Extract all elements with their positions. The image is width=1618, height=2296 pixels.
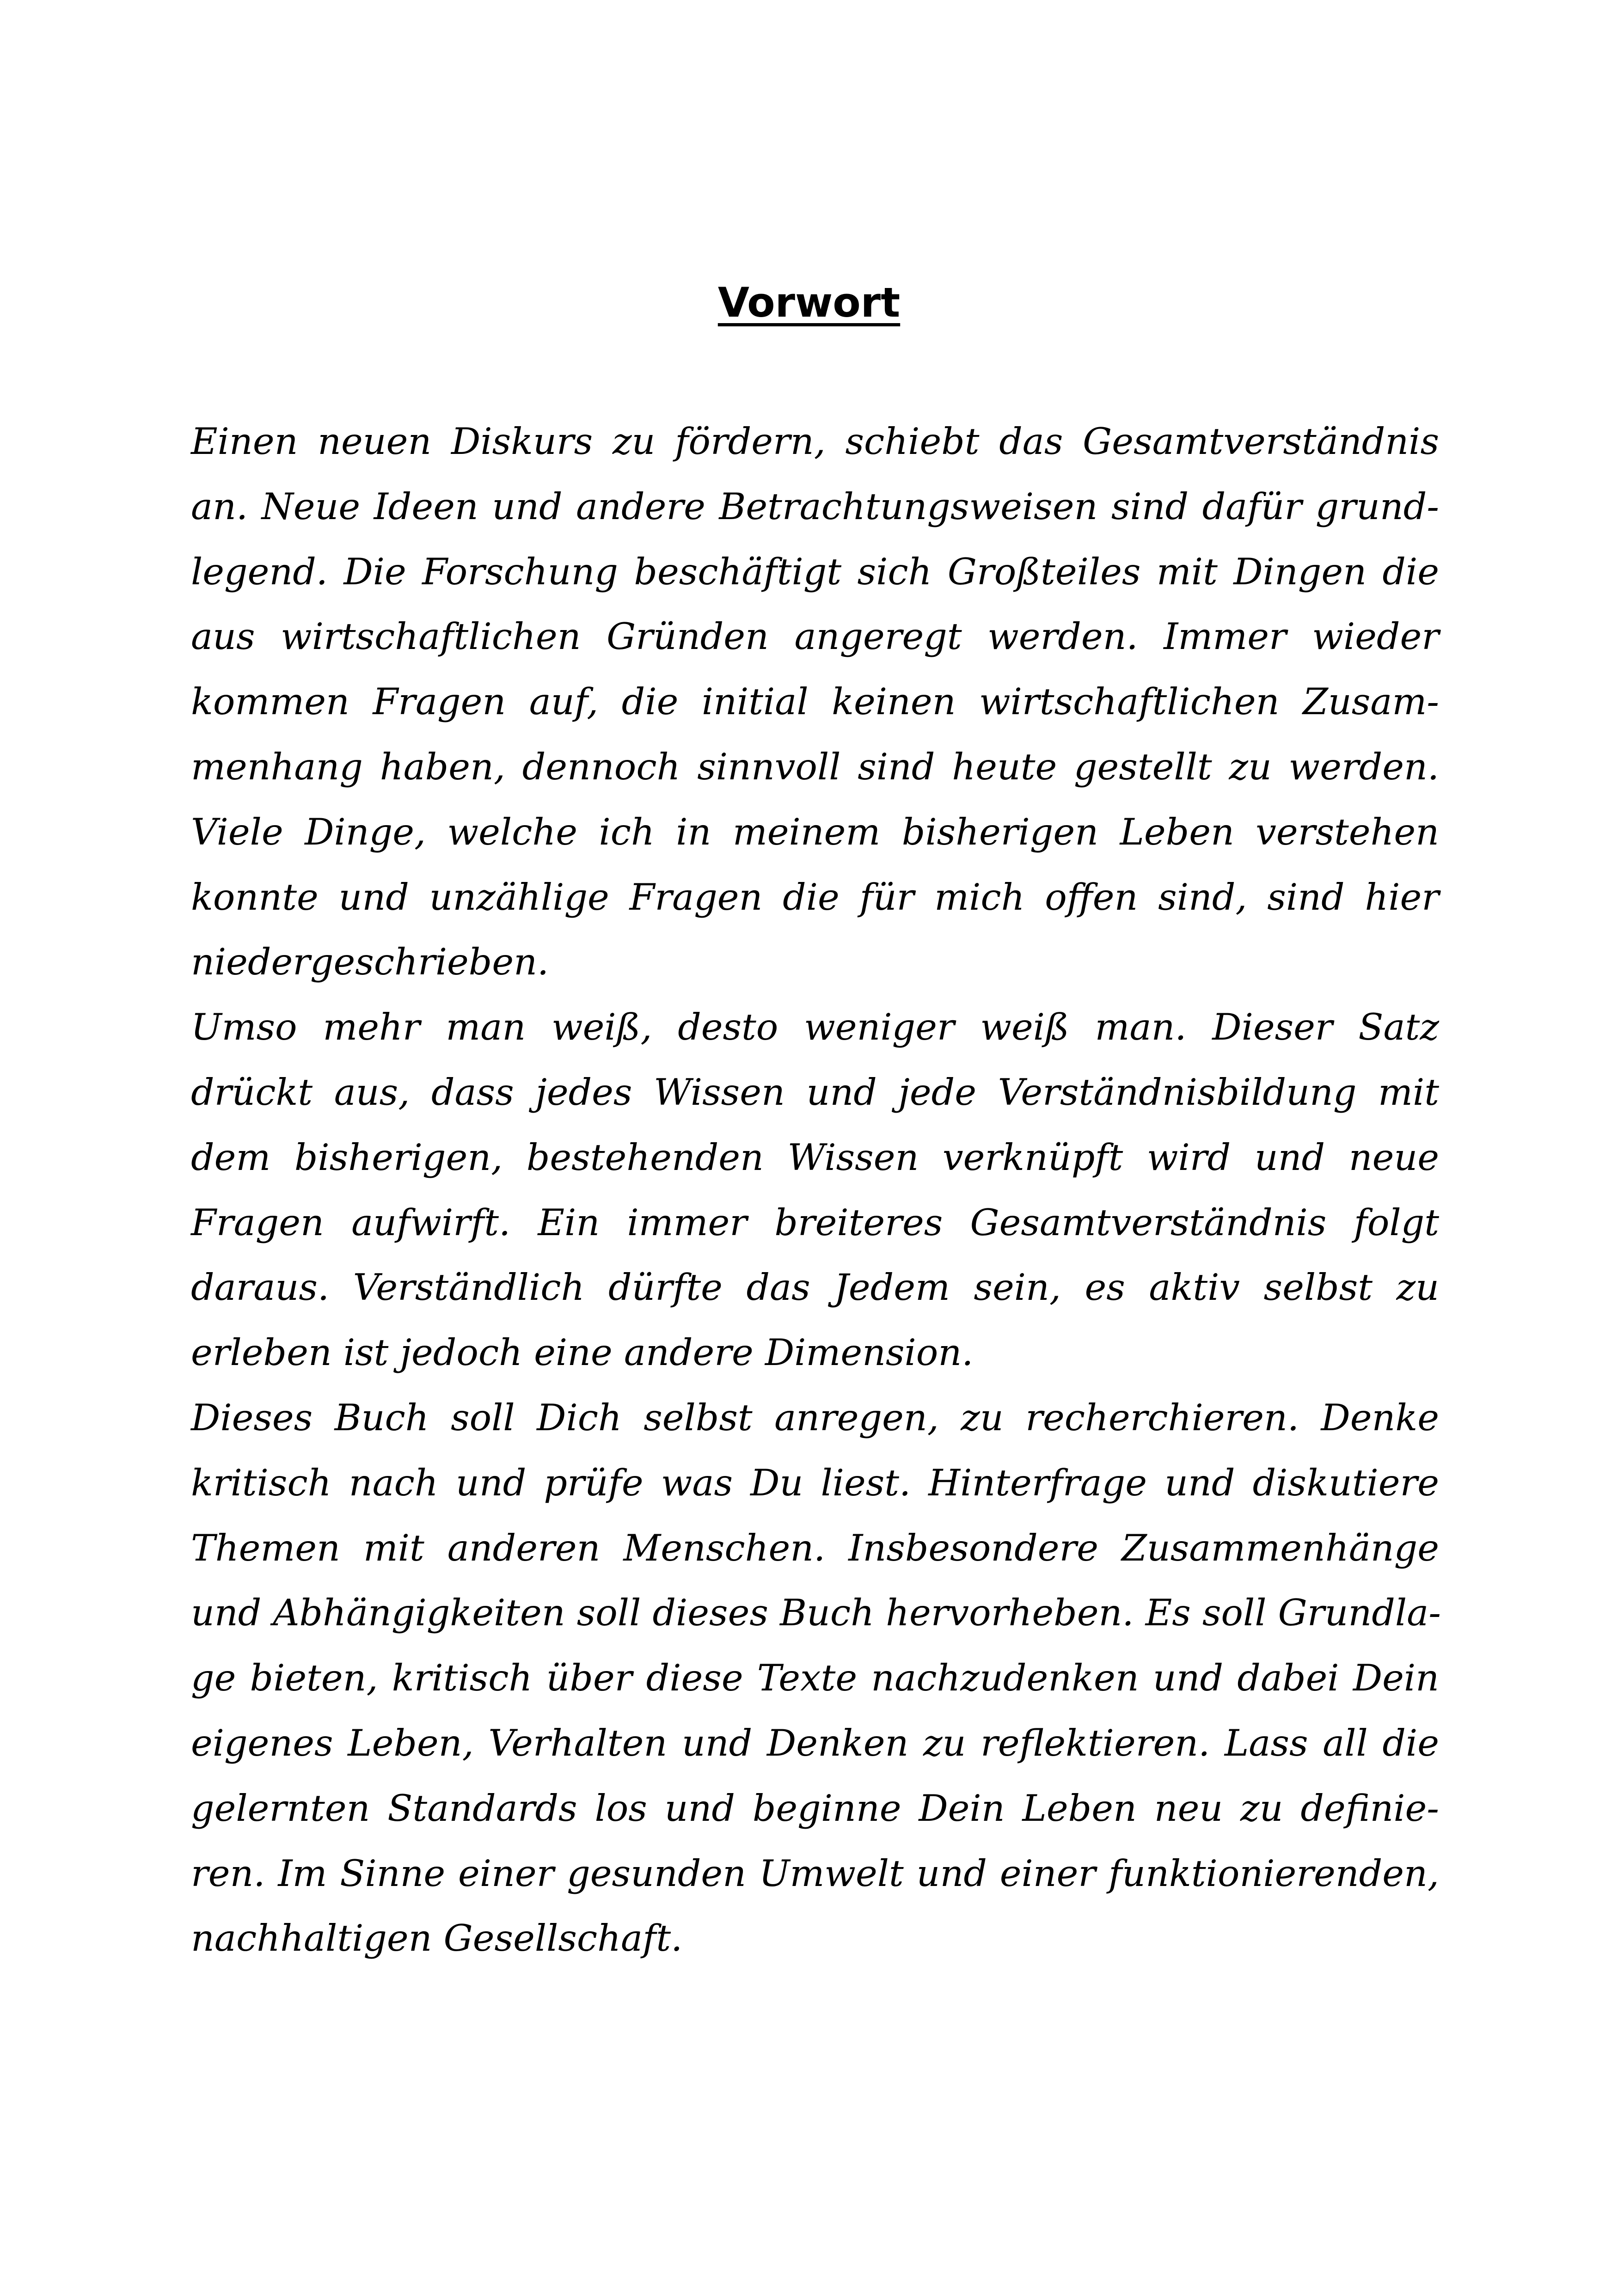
text-line: kritisch nach und prüfe was Du liest. Hinterfrage und diskutiere: [191, 1461, 1439, 1504]
text-line: niedergeschrieben.: [191, 941, 549, 984]
page-title: Vorwort: [717, 279, 901, 326]
preface-body: [191, 409, 1439, 1971]
text-line: legend. Die Forschung beschäftigt sich Großteiles mit Dingen die: [191, 550, 1439, 593]
text-line: Umso mehr man weiß, desto weniger weiß man. Dieser Satz: [191, 1006, 1439, 1049]
text-line: ge bieten, kritisch über diese Texte nachzudenken und dabei Dein: [191, 1657, 1439, 1700]
text-line: erleben ist jedoch eine andere Dimension.: [191, 1331, 974, 1374]
text-line: dem bisherigen, bestehenden Wissen verknüpft wird und neue: [191, 1136, 1439, 1179]
text-line: Themen mit anderen Menschen. Insbesondere Zusammenhänge: [191, 1526, 1439, 1569]
text-line: und Abhängigkeiten soll dieses Buch hervorheben. Es soll Grundla-: [191, 1592, 1441, 1635]
text-line: Fragen aufwirft. Ein immer breiteres Gesamtverständnis folgt: [191, 1201, 1439, 1244]
text-line: kommen Fragen auf, die initial keinen wirtschaftlichen Zusam-: [191, 680, 1439, 723]
text-line: nachhaltigen Gesellschaft.: [191, 1917, 683, 1960]
text-line: Einen neuen Diskurs zu fördern, schiebt das Gesamtverständnis: [191, 420, 1439, 463]
text-line: drückt aus, dass jedes Wissen und jede Verständnisbildung mit: [191, 1071, 1439, 1114]
text-line: menhang haben, dennoch sinnvoll sind heute gestellt zu werden.: [191, 745, 1439, 788]
text-line: gelernten Standards los und beginne Dein Leben neu zu definie-: [191, 1787, 1439, 1830]
text-line: an. Neue Ideen und andere Betrachtungsweisen sind dafür grund-: [191, 485, 1439, 528]
text-line: Viele Dinge, welche ich in meinem bisherigen Leben verstehen: [191, 810, 1439, 853]
text-line: aus wirtschaftlichen Gründen angeregt werden. Immer wieder: [191, 615, 1439, 658]
text-line: daraus. Verständlich dürfte das Jedem sein, es aktiv selbst zu: [191, 1266, 1439, 1309]
text-line: konnte und unzählige Fragen die für mich offen sind, sind hier: [191, 876, 1439, 918]
text-line: Dieses Buch soll Dich selbst anregen, zu recherchieren. Denke: [191, 1396, 1439, 1439]
text-line: eigenes Leben, Verhalten und Denken zu reflektieren. Lass all die: [191, 1721, 1439, 1764]
text-line: ren. Im Sinne einer gesunden Umwelt und einer funktionierenden,: [191, 1852, 1439, 1895]
